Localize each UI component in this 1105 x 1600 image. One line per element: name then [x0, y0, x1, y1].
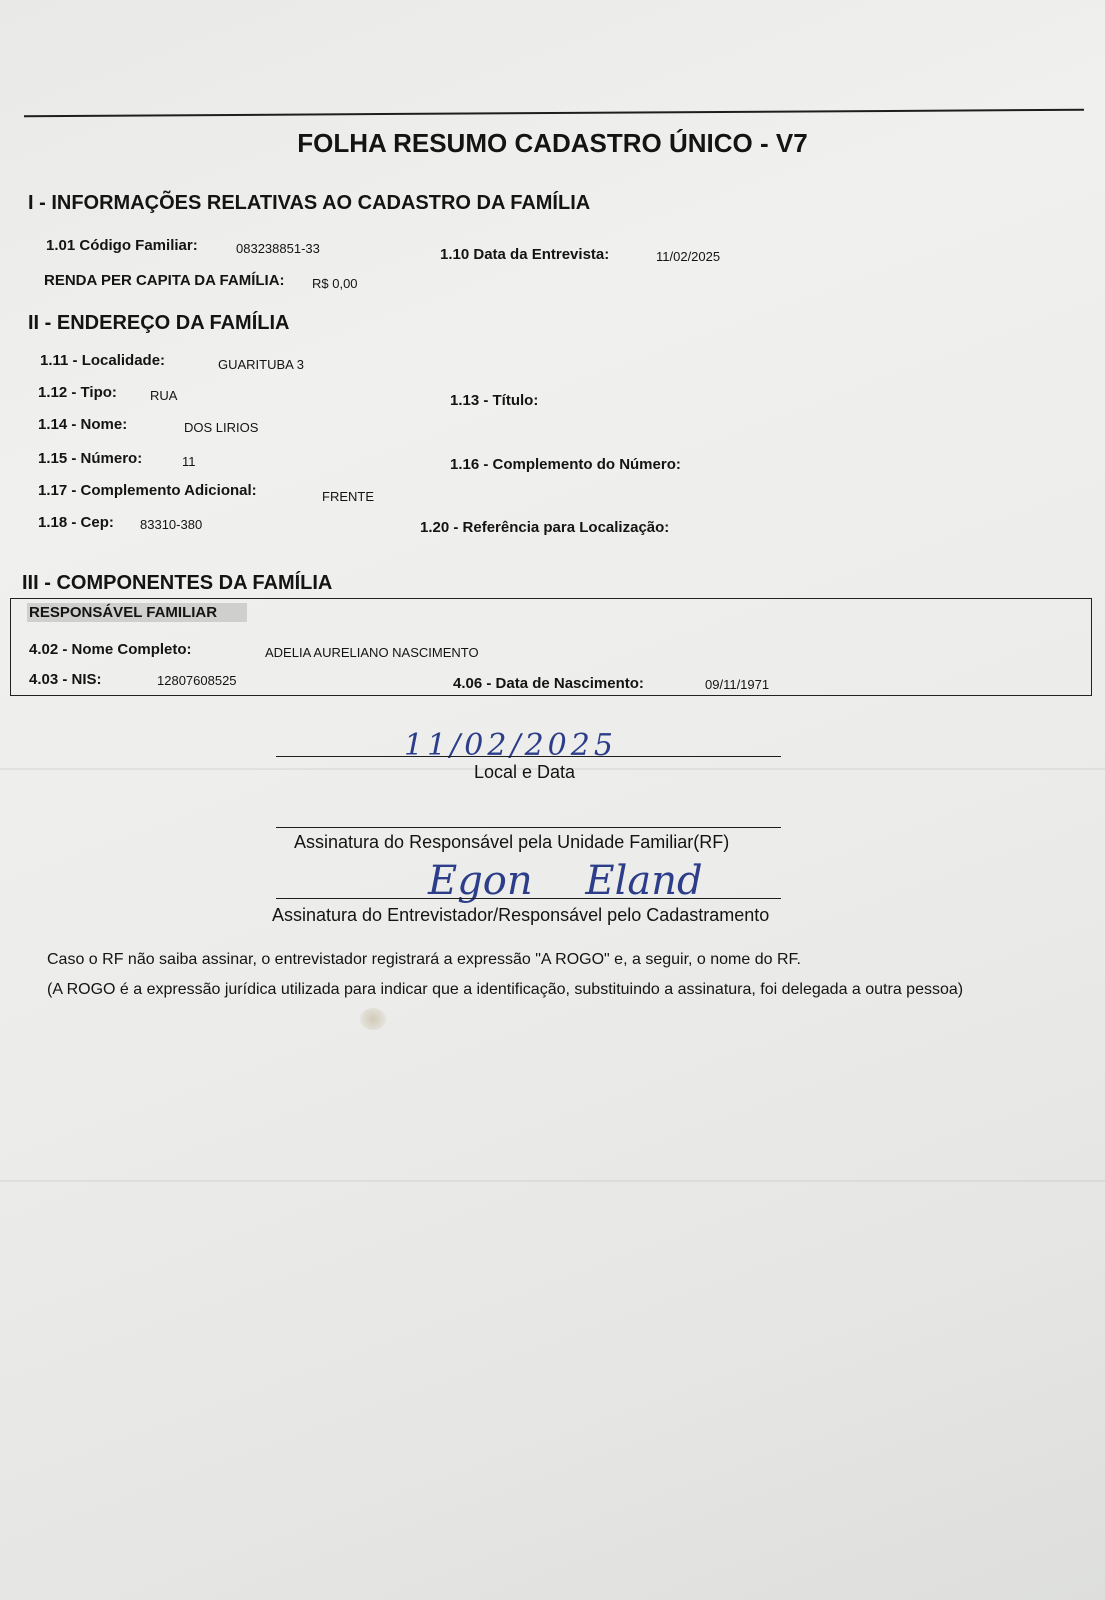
codigo-familiar-label: 1.01 Código Familiar:	[46, 237, 198, 254]
entrevistador-signature-line	[276, 898, 781, 899]
local-data-label: Local e Data	[474, 762, 576, 782]
handwritten-date: 11/02/2025	[404, 728, 617, 763]
responsavel-signature-label: Assinatura do Responsável pela Unidade Familiar(RF)	[294, 832, 730, 852]
numero-value: 11	[182, 454, 196, 469]
renda-per-capita-value: R$ 0,00	[312, 276, 358, 291]
nis-label: 4.03 - NIS:	[29, 671, 102, 688]
responsavel-signature-line	[276, 827, 781, 828]
data-nascimento-label: 4.06 - Data de Nascimento:	[453, 675, 644, 692]
localidade-label: 1.11 - Localidade:	[40, 352, 166, 369]
responsavel-familiar-label: RESPONSÁVEL FAMILIAR	[27, 603, 247, 622]
nome-label: 1.14 - Nome:	[38, 416, 128, 433]
nome-completo-value: ADELIA AURELIANO NASCIMENTO	[265, 645, 479, 660]
complemento-numero-label: 1.16 - Complemento do Número:	[450, 456, 681, 473]
nome-value: DOS LIRIOS	[184, 420, 259, 435]
tipo-value: RUA	[150, 388, 178, 403]
referencia-label: 1.20 - Referência para Localização:	[420, 519, 670, 536]
paper-fold	[0, 1180, 1105, 1182]
titulo-label: 1.13 - Título:	[450, 392, 539, 409]
top-rule	[24, 109, 1084, 117]
nome-completo-label: 4.02 - Nome Completo:	[29, 641, 192, 658]
local-data-line	[276, 756, 781, 757]
cep-label: 1.18 - Cep:	[38, 514, 114, 531]
responsavel-box	[10, 598, 1092, 696]
cep-value: 83310-380	[140, 517, 203, 532]
localidade-value: GUARITUBA 3	[218, 357, 304, 372]
a-rogo-note: Caso o RF não saiba assinar, o entrevistador registrará a expressão "A ROGO" e, a seguir, o nome do RF.	[47, 951, 801, 968]
complemento-adicional-value: FRENTE	[322, 489, 374, 504]
a-rogo-explanation: (A ROGO é a expressão jurídica utilizada para indicar que a identificação, substituindo a assinatura, foi delegada a outra pessoa)	[47, 981, 964, 998]
section-2-heading: II - ENDEREÇO DA FAMÍLIA	[28, 312, 290, 334]
data-nascimento-value: 09/11/1971	[705, 677, 770, 692]
nis-value: 12807608525	[157, 673, 237, 688]
numero-label: 1.15 - Número:	[38, 450, 143, 467]
stain-mark	[360, 1008, 386, 1030]
document-title: FOLHA RESUMO CADASTRO ÚNICO - V7	[297, 128, 808, 158]
complemento-adicional-label: 1.17 - Complemento Adicional:	[38, 482, 257, 499]
codigo-familiar-value: 083238851-33	[236, 241, 320, 256]
section-3-heading: III - COMPONENTES DA FAMÍLIA	[22, 572, 333, 594]
data-entrevista-value: 11/02/2025	[656, 249, 721, 264]
data-entrevista-label: 1.10 Data da Entrevista:	[440, 246, 610, 263]
renda-per-capita-label: RENDA PER CAPITA DA FAMÍLIA:	[44, 272, 285, 289]
section-1-heading: I - INFORMAÇÕES RELATIVAS AO CADASTRO DA FAMÍLIA	[28, 192, 591, 214]
entrevistador-signature: Egon Eland	[428, 858, 703, 904]
entrevistador-signature-label: Assinatura do Entrevistador/Responsável pelo Cadastramento	[272, 905, 770, 925]
tipo-label: 1.12 - Tipo:	[38, 384, 117, 401]
